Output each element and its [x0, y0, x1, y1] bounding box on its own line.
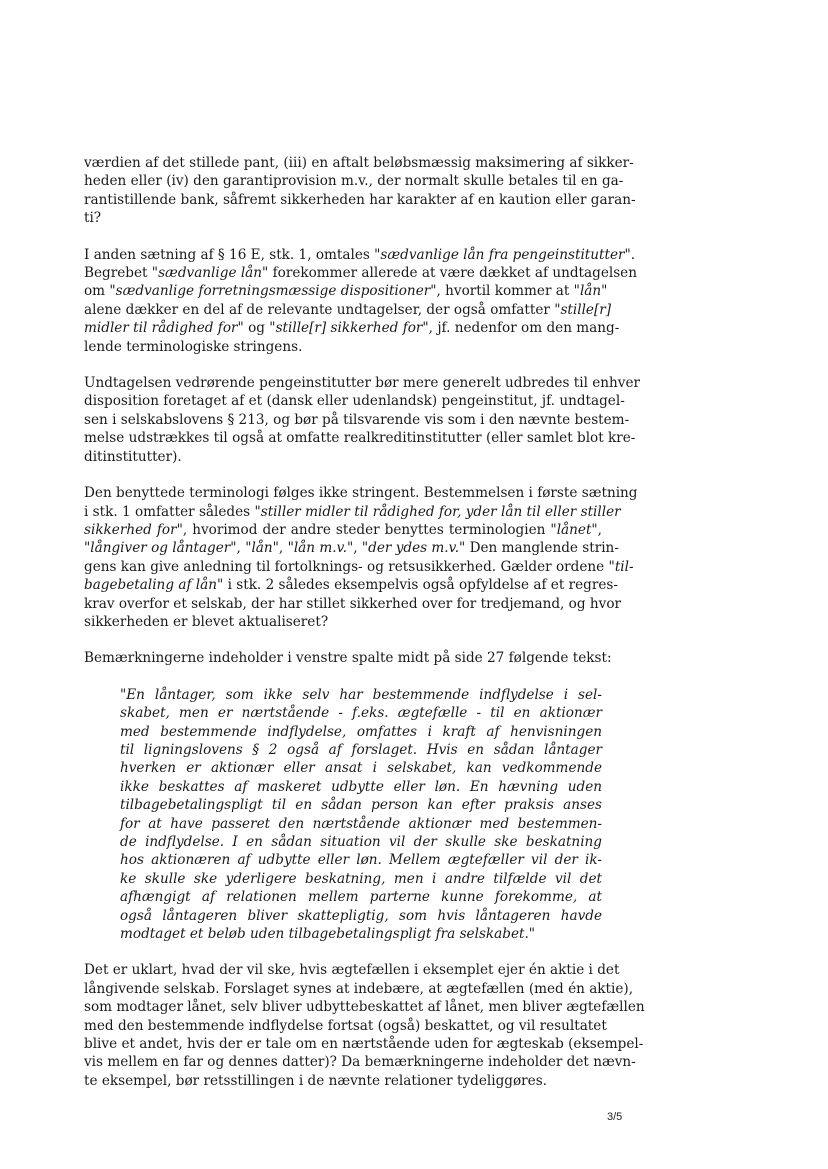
text-line [84, 411, 630, 429]
text-line: blive et andet, hvis der er tale om en nærtstående uden for ægteskab (eksempel- [84, 1036, 644, 1053]
italic-text: lån m.v. [293, 540, 347, 557]
text-line [84, 503, 621, 521]
text-segment: gens kan give anledning til fortolknings- og retsusikkerhed. Gælder ordene " [84, 558, 615, 575]
text-line: som modtager lånet, selv bliver udbyttebeskattet af lånet, men bliver ægtefællen [84, 999, 645, 1016]
text-line [84, 319, 620, 337]
quote-line: skabet, men er nærtstående - f.eks. ægtefælle - til en aktionær [120, 705, 602, 722]
text-line [84, 429, 636, 447]
text-segment: melse udstrækkes til også at omfatte realkreditinstitutter (eller samlet blot kre- [84, 430, 636, 447]
text-segment: værdien af det stillede pant, (iii) en aftalt beløbsmæssig maksimering af sikker- [84, 155, 634, 171]
text-segment: sen i selskabslovens § 213, og bør på tilsvarende vis som i den nævnte bestem- [84, 411, 630, 428]
text-segment: " Den manglende strin- [459, 540, 619, 557]
closing-paragraph [84, 961, 645, 1090]
text-segment: ", " [272, 540, 294, 557]
italic-text: sædvanlige forretningsmæssige dispositioner [115, 283, 431, 300]
text-segment: Den benyttede terminologi følges ikke stringent. Bestemmelsen i første sætning [84, 485, 638, 502]
page-number: 3/5 [607, 1111, 623, 1123]
text-segment: Undtagelsen vedrørende pengeinstitutter bør mere generelt udbredes til enhver [84, 375, 641, 392]
paragraphs [84, 154, 641, 668]
text-line [84, 448, 602, 466]
text-segment: I anden sætning af § 16 E, stk. 1, omtales " [84, 246, 381, 263]
italic-text: lån [251, 540, 273, 557]
italic-text: til- [614, 558, 634, 575]
text-line [84, 576, 618, 594]
text-line [84, 191, 636, 209]
paragraph [84, 154, 636, 228]
text-segment: ". [624, 246, 636, 263]
italic-text: sædvanlige lån [158, 265, 263, 282]
text-line [84, 484, 638, 502]
text-segment: ", [591, 521, 602, 538]
quote-line: hverken er aktionær eller ansat i selskabet, kan vedkommende [120, 760, 602, 777]
text-line: långivende selskab. Forslaget synes at indebære, at ægtefællen (med én aktie), [84, 980, 634, 997]
text-segment: " [601, 283, 608, 300]
text-segment: disposition foretaget af et (dansk eller udenlandsk) pengeinstitut, jf. undtagel- [84, 393, 625, 410]
text-line: vis mellem en far og dennes datter)? Da bemærkningerne indeholder det nævn- [84, 1054, 636, 1071]
text-segment: " og " [237, 320, 276, 337]
block-quote [120, 686, 602, 944]
text-line [84, 338, 602, 356]
text-line [84, 282, 608, 300]
text-segment: krav overfor et selskab, der har stillet sikkerhed over for tredjemand, og hvor [84, 595, 622, 612]
paragraph [84, 484, 638, 631]
text-line: med den bestemmende indflydelse fortsat (også) beskattet, og vil resultatet [84, 1017, 607, 1034]
italic-text: lånet [556, 521, 592, 538]
document-body [84, 154, 645, 1108]
italic-text: bagebetaling af lån [84, 577, 218, 594]
paragraph [84, 246, 637, 356]
quote-line: til ligningslovens § 2 også af forslaget. Hvis en sådan låntager [120, 741, 602, 758]
text-segment: ", " [346, 540, 369, 557]
text-segment: " i stk. 2 således eksempelvis også opfyldelse af et regres- [217, 577, 618, 594]
quote-line: hos aktionæren af udbytte eller løn. Mellem ægtefæller vil der ik- [120, 852, 602, 869]
quote-line: afhængigt af relationen mellem parterne kunne forekomme, at [120, 889, 602, 906]
italic-text: der ydes m.v. [368, 540, 460, 557]
quote-line: med bestemmende indflydelse, omfattes i kraft af henvisningen [120, 723, 602, 740]
text-segment: i stk. 1 omfatter således " [84, 503, 261, 520]
italic-text: långiver og låntager [90, 540, 231, 557]
italic-text: stille[r] [560, 301, 612, 318]
text-segment: " forekommer allerede at være dækket af undtagelsen [262, 265, 637, 282]
text-line [84, 558, 634, 576]
text-line [84, 595, 622, 613]
text-segment: ", " [230, 540, 252, 557]
text-line [84, 154, 634, 172]
text-line [84, 301, 612, 319]
italic-text: midler til rådighed for [84, 320, 238, 337]
text-segment: alene dækker en del af de relevante undtagelser, der også omfatter " [84, 301, 561, 318]
text-line: te eksempel, bør retsstillingen i de nævnte relationer tydeliggøres. [84, 1072, 548, 1089]
text-segment: " [84, 540, 91, 557]
text-line [84, 264, 637, 282]
italic-text: lån [579, 283, 602, 300]
text-segment: ditinstitutter). [84, 448, 182, 465]
paragraph [84, 374, 641, 466]
text-segment: Begrebet " [84, 265, 159, 282]
text-segment: ", jf. nedenfor om den mang- [422, 320, 620, 337]
quote-line: modtaget et beløb uden tilbagebetalingspligt fra selskabet." [120, 926, 536, 943]
text-segment: rantistillende bank, såfremt sikkerheden har karakter af en kaution eller garan- [84, 191, 636, 208]
italic-text: stille[r] sikkerhed for [275, 320, 423, 337]
text-line [84, 649, 612, 667]
text-line [84, 521, 602, 539]
text-segment: Bemærkningerne indeholder i venstre spalte midt på side 27 følgende tekst: [84, 650, 612, 667]
quote-line: også låntageren bliver skattepligtig, som hvis låntageren havde [120, 907, 602, 924]
text-line [84, 613, 602, 631]
text-line: Det er uklart, hvad der vil ske, hvis ægtefællen i eksemplet ejer én aktie i det [84, 962, 620, 979]
text-line [84, 392, 625, 410]
text-line [84, 209, 602, 227]
italic-text: stiller midler til rådighed for, yder lån til eller stiller [260, 503, 621, 520]
text-segment: ", hvorimod der andre steder benyttes terminologien " [176, 521, 557, 538]
text-segment: ti? [84, 210, 102, 227]
quote-line: ke skulle ske yderligere beskatning, men i andre tilfælde vil det [120, 870, 602, 887]
text-line [84, 172, 624, 190]
text-segment: heden eller (iv) den garantiprovision m.v., der normalt skulle betales til en ga- [84, 173, 624, 190]
quote-line: ikke beskattes af maskeret udbytte eller løn. En hævning uden [120, 778, 602, 795]
quote-line: de indflydelse. I en sådan situation vil der skulle ske beskatning [120, 834, 602, 850]
paragraph [84, 649, 612, 667]
text-line [84, 246, 636, 264]
text-segment: om " [84, 283, 116, 300]
text-line [84, 539, 619, 557]
text-segment: sikkerheden er blevet aktualiseret? [84, 613, 329, 630]
italic-text: sædvanlige lån fra pengeinstitutter [380, 246, 625, 263]
quote-line: "En låntager, som ikke selv har bestemmende indflydelse i sel- [120, 686, 602, 703]
text-line [84, 374, 641, 392]
quote-line: for at have passeret den nærtstående aktionær med bestemmen- [120, 815, 602, 832]
quote-line: tilbagebetalingspligt til en sådan person kan efter praksis anses [120, 797, 602, 814]
text-segment: ", hvortil kommer at " [430, 283, 580, 300]
italic-text: sikkerhed for [84, 521, 177, 538]
text-segment: lende terminologiske stringens. [84, 338, 303, 355]
